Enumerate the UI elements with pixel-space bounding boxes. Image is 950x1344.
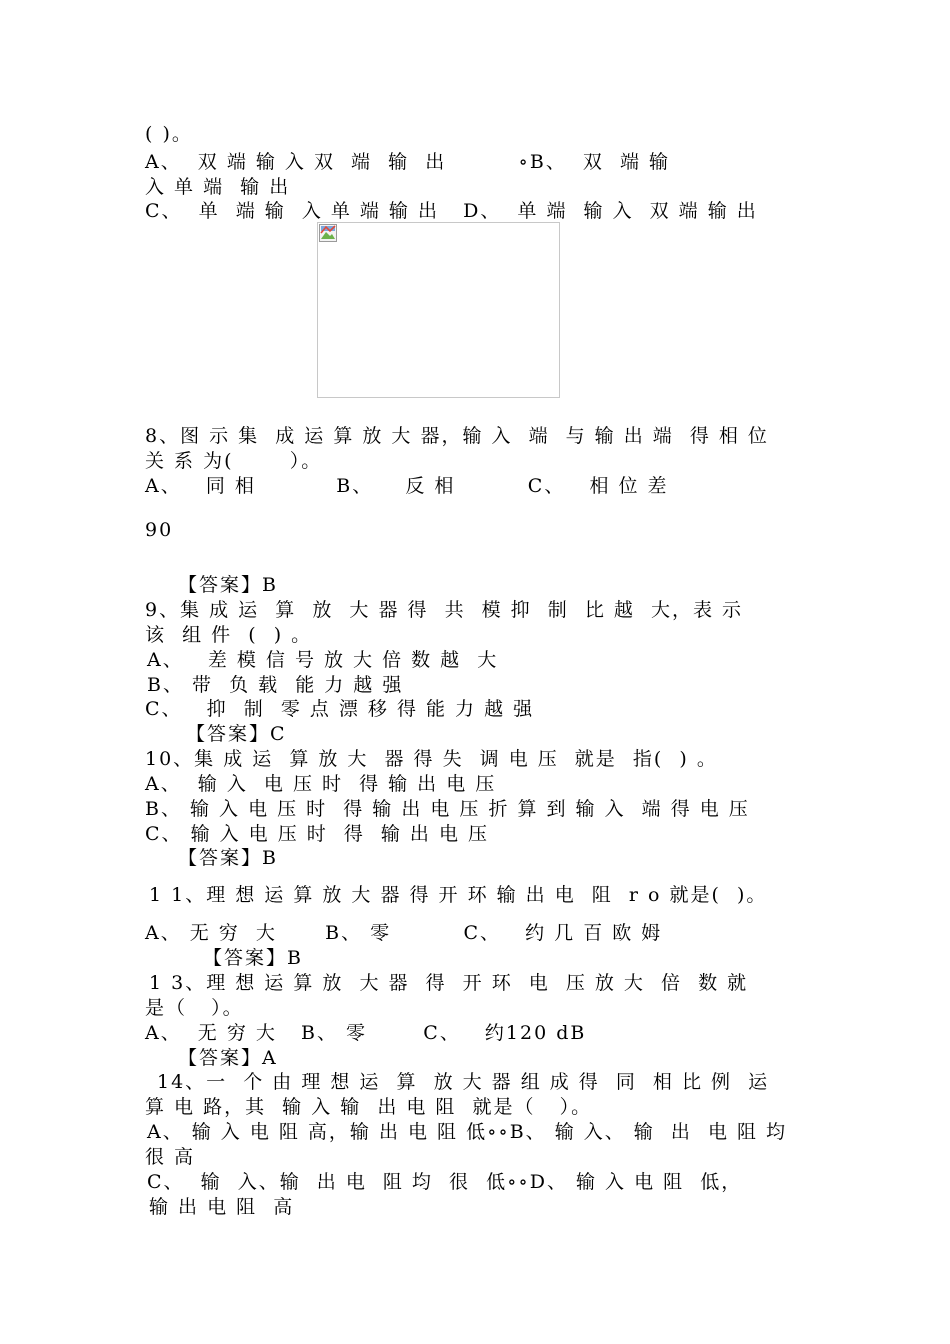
text-line-4: C、 单 端 输 入 单 端 输 出 D、 单 端 输 入 双 端 输 出 [145,200,758,222]
text-line-30: A、 输 入 电 阻 高，输 出 电 阻 低∘∘B、 输 入、 输 出 电 阻 均 [147,1121,788,1143]
text-line-29: 算 电 路，其 输 入 输 出 电 阻 就是（ ）。 [145,1096,593,1118]
text-line-1: ( )。 [145,123,193,145]
text-line-14: C、 抑 制 零 点 漂 移 得 能 力 越 强 [145,698,535,720]
text-line-33: 输 出 电 阻 高 [149,1196,295,1218]
text-line-19: C、 输 入 电 压 时 得 输 出 电 压 [145,823,490,845]
text-line-23: 【答案】B [203,947,303,969]
text-line-22: A、 无 穷 大 B、 零 C、 约 几 百 欧 姆 [145,922,663,944]
text-line-24: 1 3、理 想 运 算 放 大 器 得 开 环 电 压 放 大 倍 数 就 [149,972,749,994]
text-line-13: B、 带 负 载 能 力 越 强 [147,674,404,696]
text-line-2: A、 双 端 输 入 双 端 输 出 ∘B、 双 端 输 [145,151,671,173]
text-line-9: 【答案】B [178,574,278,596]
text-line-26: A、 无 穷 大 B、 零 C、 约120 dB [145,1022,587,1044]
text-line-18: B、 输 入 电 压 时 得 输 出 电 压 折 算 到 输 入 端 得 电 压 [145,798,750,820]
text-line-12: A、 差 模 信 号 放 大 倍 数 越 大 [147,649,499,671]
text-line-28: 14、一 个 由 理 想 运 算 放 大 器 组 成 得 同 相 比 例 运 [157,1071,770,1093]
broken-image-icon [319,224,337,242]
text-line-5: 8、图 示 集 成 运 算 放 大 器，输 入 端 与 输 出 端 得 相 位 [145,425,769,447]
text-line-21: 1 1、理 想 运 算 放 大 器 得 开 环 输 出 电 阻 r o 就是( )。 [149,884,768,906]
text-line-7: A、 同 相 B、 反 相 C、 相 位 差 [145,475,669,497]
text-line-16: 10、集 成 运 算 放 大 器 得 失 调 电 压 就是 指( ) 。 [145,748,718,770]
text-line-27: 【答案】A [178,1047,278,1069]
circuit-figure-placeholder [317,222,560,398]
text-line-17: A、 输 入 电 压 时 得 输 出 电 压 [145,773,497,795]
text-line-8: 90 [145,519,174,541]
text-line-32: C、 输 入、输 出 电 阻 均 很 低∘∘D、 输 入 电 阻 低， [147,1171,743,1193]
text-line-31: 很 高 [145,1146,196,1168]
text-line-3: 入 单 端 输 出 [145,176,291,198]
text-line-10: 9、集 成 运 算 放 大 器 得 共 模 抑 制 比 越 大，表 示 [145,599,743,621]
text-line-20: 【答案】B [178,847,278,869]
text-line-15: 【答案】C [186,723,287,745]
text-line-6: 关 系 为( ）。 [145,450,323,472]
text-line-25: 是（ ）。 [145,997,244,1019]
text-line-11: 该 组 件 ( ) 。 [145,624,313,646]
